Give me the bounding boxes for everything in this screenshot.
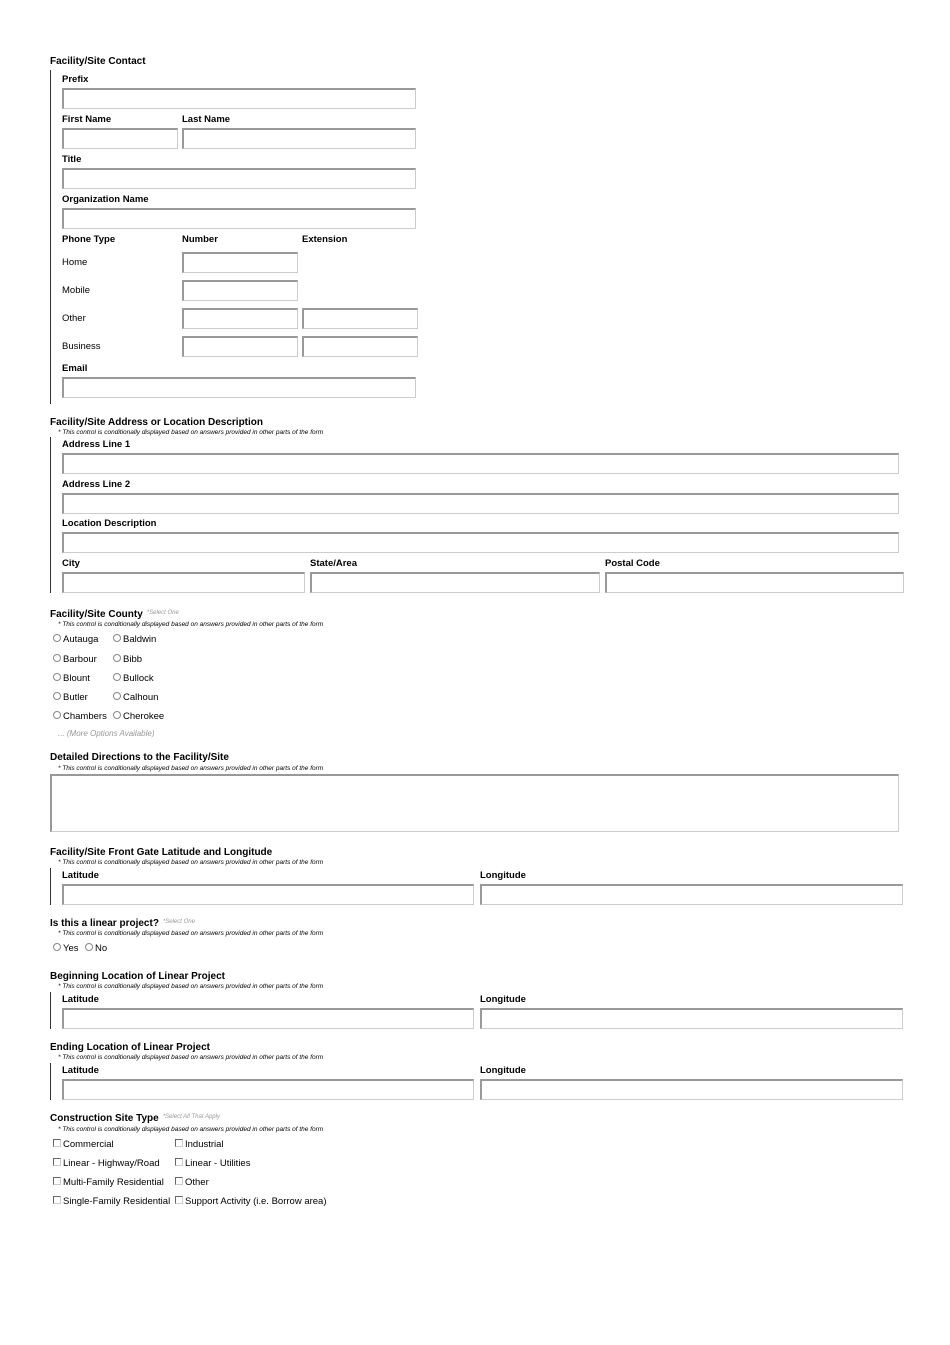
- front-gate-latitude-input[interactable]: [62, 884, 474, 905]
- section-divider: [50, 1063, 51, 1100]
- county-option-label: Chambers: [63, 711, 107, 722]
- location-description-label: Location Description: [62, 518, 157, 529]
- email-label: Email: [62, 363, 88, 374]
- radio-icon: [53, 692, 61, 700]
- end-longitude-label: Longitude: [480, 1065, 526, 1076]
- radio-icon: [53, 654, 61, 662]
- site-type-label: Commercial: [63, 1139, 114, 1150]
- front-gate-section-title: Facility/Site Front Gate Latitude and Longitude: [50, 847, 273, 858]
- prefix-input[interactable]: [62, 88, 416, 109]
- begin-longitude-input[interactable]: [480, 1008, 903, 1029]
- site-type-checkbox[interactable]: [53, 1196, 170, 1207]
- site-type-label: Other: [185, 1177, 209, 1188]
- site-type-title-text: Construction Site Type: [50, 1113, 159, 1124]
- conditional-note: * This control is conditionally displayed based on answers provided in other parts of the form: [58, 1054, 324, 1061]
- organization-input[interactable]: [62, 208, 416, 229]
- county-option[interactable]: [113, 711, 164, 722]
- site-type-checkbox[interactable]: [53, 1139, 114, 1150]
- first-name-label: First Name: [62, 114, 112, 125]
- address-line2-input[interactable]: [62, 493, 899, 514]
- county-option[interactable]: [113, 673, 154, 684]
- site-type-label: Linear - Utilities: [185, 1158, 251, 1169]
- end-latitude-label: Latitude: [62, 1065, 99, 1076]
- site-type-checkbox[interactable]: [53, 1177, 164, 1188]
- county-option-label: Butler: [63, 692, 88, 703]
- other-number-input[interactable]: [182, 308, 298, 329]
- section-divider: [50, 437, 51, 593]
- number-label: Number: [182, 234, 218, 245]
- county-option[interactable]: [53, 634, 98, 645]
- site-type-label: Industrial: [185, 1139, 224, 1150]
- phone-type-other: Other: [62, 313, 86, 324]
- select-one-hint: *Select One: [146, 610, 179, 616]
- checkbox-icon: [53, 1196, 61, 1204]
- site-type-checkbox[interactable]: [175, 1177, 209, 1188]
- radio-icon: [113, 711, 121, 719]
- begin-latitude-input[interactable]: [62, 1008, 474, 1029]
- county-option-label: Autauga: [63, 634, 99, 645]
- radio-icon: [85, 943, 93, 951]
- phone-type-label: Phone Type: [62, 234, 116, 245]
- home-number-input[interactable]: [182, 252, 298, 273]
- state-input[interactable]: [310, 572, 600, 593]
- checkbox-icon: [53, 1177, 61, 1185]
- conditional-note: * This control is conditionally displayed based on answers provided in other parts of the form: [58, 1126, 324, 1133]
- county-section-title: [50, 609, 179, 620]
- checkbox-icon: [175, 1177, 183, 1185]
- site-type-label: Support Activity (i.e. Borrow area): [185, 1196, 327, 1207]
- phone-type-mobile: Mobile: [62, 285, 90, 296]
- address-line1-input[interactable]: [62, 453, 899, 474]
- checkbox-icon: [175, 1139, 183, 1147]
- site-type-checkbox[interactable]: [175, 1196, 327, 1207]
- organization-label: Organization Name: [62, 194, 149, 205]
- phone-type-home: Home: [62, 257, 88, 268]
- email-input[interactable]: [62, 377, 416, 398]
- directions-textarea[interactable]: [50, 774, 899, 832]
- begin-section-title: Beginning Location of Linear Project: [50, 971, 226, 982]
- checkbox-icon: [53, 1158, 61, 1166]
- linear-no-radio[interactable]: [85, 943, 107, 954]
- county-option[interactable]: [53, 711, 107, 722]
- conditional-note: * This control is conditionally displayed based on answers provided in other parts of the form: [58, 859, 324, 866]
- county-option-label: Blount: [63, 673, 90, 684]
- business-number-input[interactable]: [182, 336, 298, 357]
- conditional-note: * This control is conditionally displayed based on answers provided in other parts of the form: [58, 765, 324, 772]
- radio-icon: [113, 634, 121, 642]
- linear-title-text: Is this a linear project?: [50, 918, 159, 929]
- select-one-hint: *Select One: [162, 919, 195, 925]
- linear-no-label: No: [95, 943, 108, 954]
- radio-icon: [113, 673, 121, 681]
- county-option[interactable]: [53, 692, 88, 703]
- title-input[interactable]: [62, 168, 416, 189]
- linear-yes-radio[interactable]: [53, 943, 79, 954]
- address-line1-label: Address Line 1: [62, 439, 131, 450]
- postal-code-label: Postal Code: [605, 558, 660, 569]
- county-option[interactable]: [53, 654, 97, 665]
- section-divider: [50, 992, 51, 1029]
- other-extension-input[interactable]: [302, 308, 418, 329]
- county-option[interactable]: [113, 654, 142, 665]
- last-name-label: Last Name: [182, 114, 231, 125]
- conditional-note: * This control is conditionally displayed based on answers provided in other parts of the form: [58, 621, 324, 628]
- county-option-label: Bullock: [123, 673, 154, 684]
- site-type-label: Single-Family Residential: [63, 1196, 171, 1207]
- directions-section-title: Detailed Directions to the Facility/Site: [50, 752, 229, 763]
- front-gate-longitude-label: Longitude: [480, 870, 526, 881]
- end-longitude-input[interactable]: [480, 1079, 903, 1100]
- county-option-label: Calhoun: [123, 692, 159, 703]
- radio-icon: [113, 692, 121, 700]
- site-type-checkbox[interactable]: [175, 1139, 224, 1150]
- linear-yes-label: Yes: [63, 943, 79, 954]
- radio-icon: [53, 943, 61, 951]
- section-divider: [50, 868, 51, 905]
- site-type-checkbox[interactable]: [53, 1158, 160, 1169]
- title-label: Title: [62, 154, 82, 165]
- county-option-label: Bibb: [123, 654, 143, 665]
- phone-type-business: Business: [62, 341, 101, 352]
- begin-longitude-label: Longitude: [480, 994, 526, 1005]
- front-gate-longitude-input[interactable]: [480, 884, 903, 905]
- city-label: City: [62, 558, 80, 569]
- postal-code-input[interactable]: [605, 572, 904, 593]
- last-name-input[interactable]: [182, 128, 416, 149]
- linear-section-title: [50, 918, 195, 929]
- extension-label: Extension: [302, 234, 348, 245]
- begin-latitude-label: Latitude: [62, 994, 99, 1005]
- site-type-label: Linear - Highway/Road: [63, 1158, 160, 1169]
- state-label: State/Area: [310, 558, 357, 569]
- section-divider: [50, 70, 51, 404]
- address-line2-label: Address Line 2: [62, 479, 131, 490]
- county-option[interactable]: [113, 634, 156, 645]
- checkbox-icon: [175, 1158, 183, 1166]
- conditional-note: * This control is conditionally displayed based on answers provided in other parts of the form: [58, 930, 324, 937]
- mobile-number-input[interactable]: [182, 280, 298, 301]
- end-latitude-input[interactable]: [62, 1079, 474, 1100]
- conditional-note: * This control is conditionally displayed based on answers provided in other parts of the form: [58, 983, 324, 990]
- county-option[interactable]: [113, 692, 158, 703]
- county-option-label: Baldwin: [123, 634, 157, 645]
- address-section-title: Facility/Site Address or Location Description: [50, 417, 264, 428]
- more-options-text: ... (More Options Available): [58, 729, 155, 738]
- city-input[interactable]: [62, 572, 305, 593]
- end-section-title: Ending Location of Linear Project: [50, 1042, 211, 1053]
- radio-icon: [53, 711, 61, 719]
- checkbox-icon: [53, 1139, 61, 1147]
- select-all-hint: *Select All That Apply: [162, 1114, 220, 1120]
- business-extension-input[interactable]: [302, 336, 418, 357]
- county-option-label: Barbour: [63, 654, 97, 665]
- site-type-checkbox[interactable]: [175, 1158, 250, 1169]
- front-gate-latitude-label: Latitude: [62, 870, 99, 881]
- checkbox-icon: [175, 1196, 183, 1204]
- site-type-label: Multi-Family Residential: [63, 1177, 164, 1188]
- county-option-label: Cherokee: [123, 711, 165, 722]
- location-description-input[interactable]: [62, 532, 899, 553]
- radio-icon: [113, 654, 121, 662]
- radio-icon: [53, 673, 61, 681]
- site-type-section-title: [50, 1113, 220, 1124]
- conditional-note: * This control is conditionally displayed based on answers provided in other parts of the form: [58, 429, 324, 436]
- county-option[interactable]: [53, 673, 90, 684]
- radio-icon: [53, 634, 61, 642]
- contact-section-title: Facility/Site Contact: [50, 56, 146, 67]
- prefix-label: Prefix: [62, 74, 89, 85]
- county-title-text: Facility/Site County: [50, 609, 143, 620]
- first-name-input[interactable]: [62, 128, 178, 149]
